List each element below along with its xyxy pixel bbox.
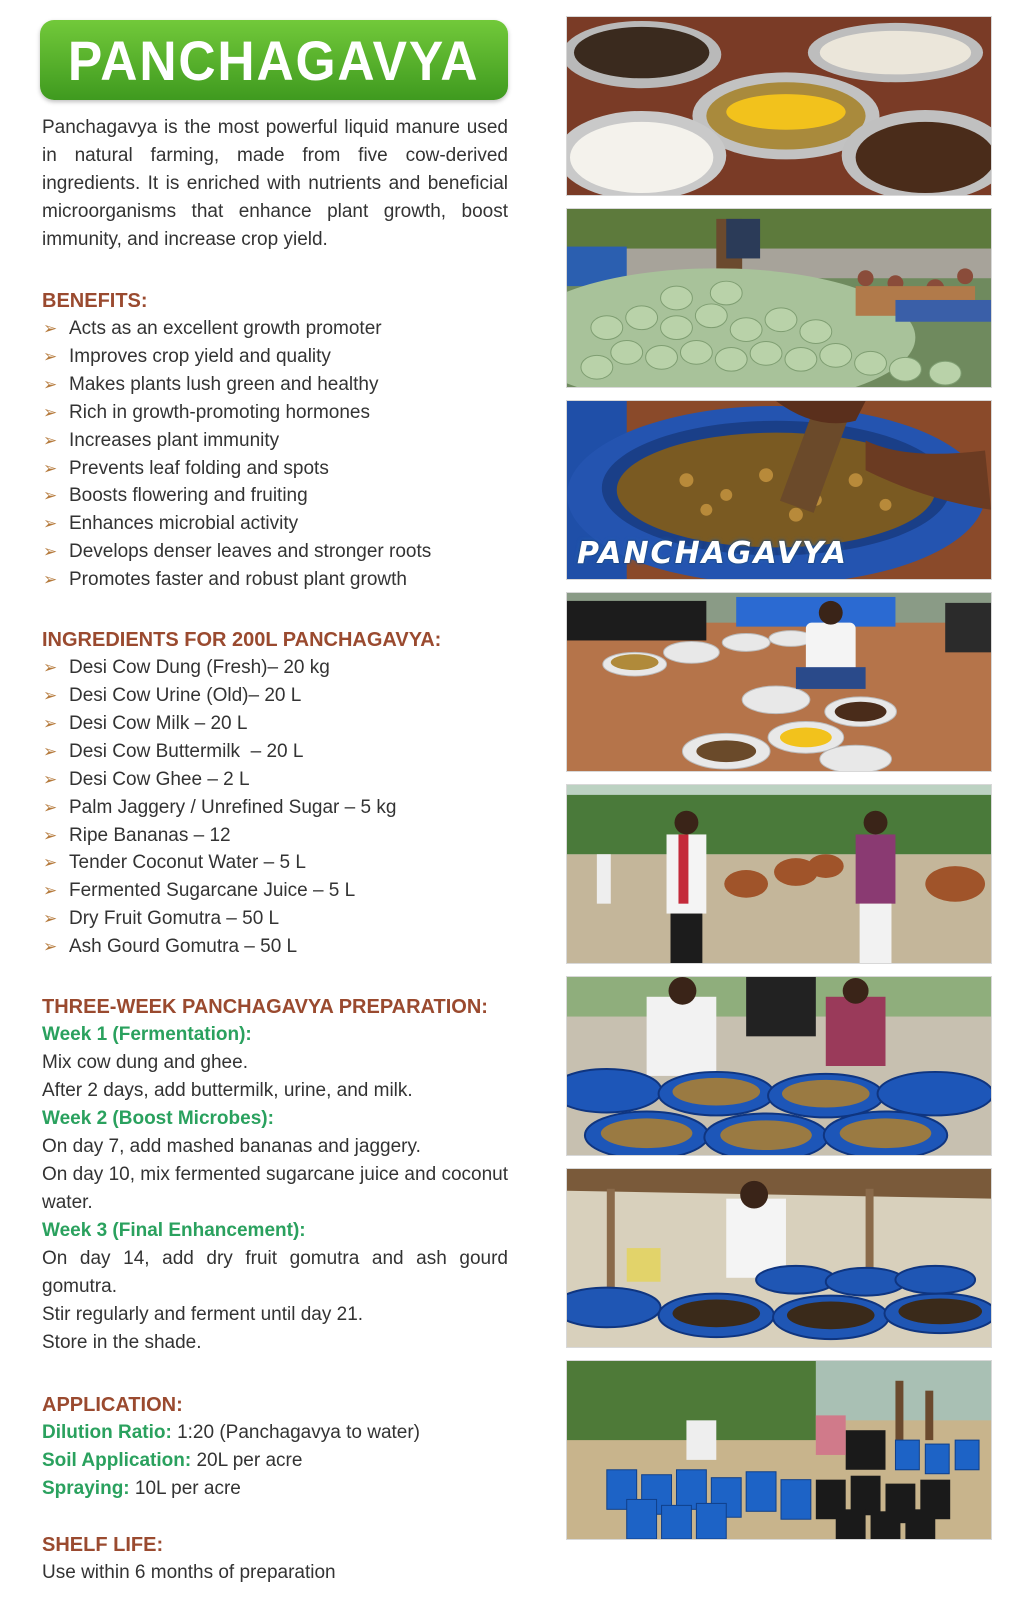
bowls-preparation-photo (566, 592, 992, 772)
content-column (42, 114, 508, 1587)
shelf-life-heading: SHELF LIFE: (42, 1534, 164, 1557)
arrow-icon: ➢ (43, 319, 58, 338)
photo-column (566, 16, 992, 1552)
arrow-icon: ➢ (43, 685, 58, 705)
list-item: ➢ Desi Cow Dung (Fresh)– 20 kg (42, 654, 508, 682)
arrow-icon: ➢ (43, 374, 58, 394)
mixing-drum-photo (566, 400, 992, 580)
week3-step: Stir regularly and ferment until day 21. (42, 1304, 364, 1326)
arrow-icon: ➢ (43, 402, 58, 422)
week1-step: Mix cow dung and ghee. (42, 1052, 248, 1074)
arrow-icon: ➢ (43, 458, 58, 478)
list-item: ➢ Desi Cow Ghee – 2 L (42, 766, 508, 794)
shelf-life-section (42, 1531, 508, 1587)
list-item: ➢ Desi Cow Urine (Old)– 20 L (42, 682, 508, 710)
week3-step: Store in the shade. (42, 1332, 202, 1354)
list-item: ➢ Increases plant immunity (42, 427, 508, 455)
application-section (42, 1391, 508, 1503)
list-item: ➢ Desi Cow Milk – 20 L (42, 710, 508, 738)
arrow-icon: ➢ (43, 937, 58, 957)
arrow-icon: ➢ (43, 909, 58, 929)
benefits-heading: BENEFITS: (42, 290, 148, 312)
list-item: ➢ Dry Fruit Gomutra – 50 L (42, 905, 508, 933)
arrow-icon: ➢ (43, 713, 58, 733)
ingredients-heading: INGREDIENTS FOR 200L PANCHAGAVYA: (42, 629, 442, 652)
cows-farm-photo (566, 784, 992, 964)
list-item: ➢ Improves crop yield and quality (42, 343, 508, 371)
shelf-life-text: Use within 6 months of preparation (42, 1562, 336, 1584)
list-item: ➢ Ash Gourd Gomutra – 50 L (42, 933, 508, 961)
list-item: ➢ Enhances microbial activity (42, 510, 508, 538)
ingredients-list (42, 654, 508, 961)
week2-step: On day 7, add mashed bananas and jaggery. (42, 1136, 421, 1158)
list-item: ➢ Acts as an excellent growth promoter (42, 315, 508, 343)
list-item: ➢ Fermented Sugarcane Juice – 5 L (42, 877, 508, 905)
application-heading: APPLICATION: (42, 1394, 183, 1417)
list-item: ➢ Boosts flowering and fruiting (42, 482, 508, 510)
ingredients-section (42, 626, 508, 961)
arrow-icon: ➢ (43, 881, 58, 901)
list-item: ➢ Rich in growth-promoting hormones (42, 399, 508, 427)
page-title: PANCHAGAVYA (68, 28, 480, 92)
list-item: ➢ Develops denser leaves and stronger roots (42, 538, 508, 566)
list-item: ➢ Makes plants lush green and healthy (42, 371, 508, 399)
arrow-icon: ➢ (43, 658, 58, 678)
week1-step: After 2 days, add buttermilk, urine, and milk. (42, 1080, 413, 1102)
benefits-section (42, 287, 508, 594)
photo-overlay-text: PANCHAGAVYA (577, 536, 848, 571)
arrow-icon: ➢ (43, 514, 58, 534)
arrow-icon: ➢ (43, 741, 58, 761)
arrow-icon: ➢ (43, 346, 58, 366)
arrow-icon: ➢ (43, 825, 58, 845)
spraying: Spraying: 10L per acre (42, 1478, 241, 1500)
soil-application: Soil Application: 20L per acre (42, 1450, 303, 1472)
list-item: ➢ Ripe Bananas – 12 (42, 822, 508, 850)
week2-step: On day 10, mix fermented sugarcane juice and coconut water. (42, 1164, 508, 1214)
drums-stirring-photo (566, 976, 992, 1156)
week3-step: On day 14, add dry fruit gomutra and ash gourd gomutra. (42, 1248, 508, 1298)
list-item: ➢ Promotes faster and robust plant growth (42, 566, 508, 594)
arrow-icon: ➢ (43, 797, 58, 817)
list-item: ➢ Prevents leaf folding and spots (42, 455, 508, 483)
arrow-icon: ➢ (43, 486, 58, 506)
cans-storage-photo (566, 1360, 992, 1540)
title-banner (40, 20, 508, 100)
week1-title: Week 1 (Fermentation): (42, 1024, 252, 1046)
week2-title: Week 2 (Boost Microbes): (42, 1108, 274, 1130)
preparation-heading: THREE-WEEK PANCHAGAVYA PREPARATION: (42, 996, 488, 1019)
shed-drums-photo (566, 1168, 992, 1348)
ingredient-bowls-photo (566, 16, 992, 196)
benefits-list (42, 315, 508, 594)
arrow-icon: ➢ (43, 769, 58, 789)
ash-gourd-photo (566, 208, 992, 388)
list-item: ➢ Tender Coconut Water – 5 L (42, 849, 508, 877)
arrow-icon: ➢ (43, 853, 58, 873)
preparation-section (42, 993, 508, 1357)
arrow-icon: ➢ (43, 570, 58, 590)
dilution-ratio: Dilution Ratio: 1:20 (Panchagavya to water) (42, 1422, 421, 1444)
list-item: ➢ Desi Cow Buttermilk – 20 L (42, 738, 508, 766)
arrow-icon: ➢ (43, 542, 58, 562)
intro-paragraph: Panchagavya is the most powerful liquid manure used in natural farming, made from five cow-derived ingredients. It is enriched with nutrients and beneficial microorganisms that enhance plant growth, boost immunity, and increase crop yield. (42, 117, 508, 250)
arrow-icon: ➢ (43, 430, 58, 450)
list-item: ➢ Palm Jaggery / Unrefined Sugar – 5 kg (42, 794, 508, 822)
week3-title: Week 3 (Final Enhancement): (42, 1220, 306, 1242)
